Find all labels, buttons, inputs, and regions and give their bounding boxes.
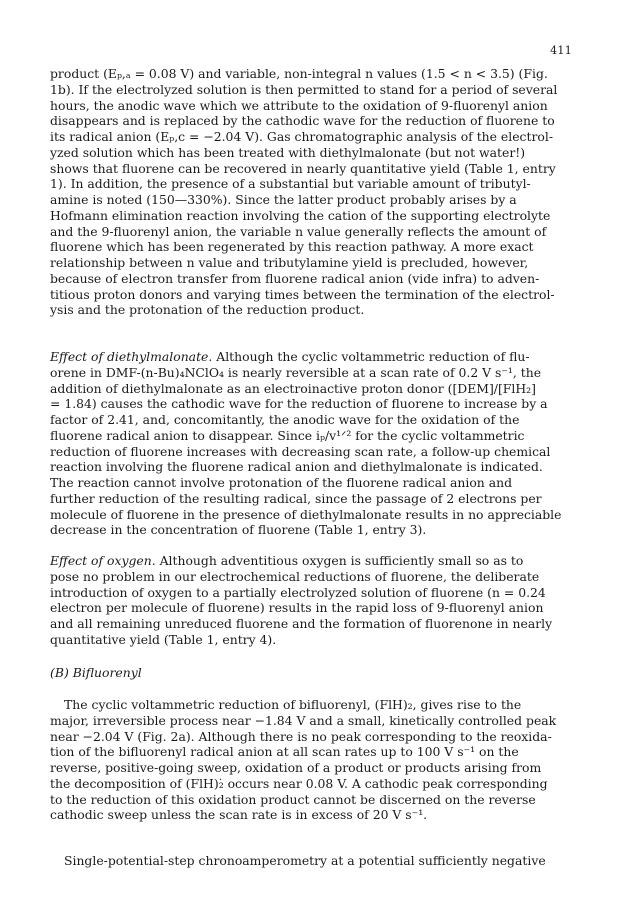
text-line: The cyclic voltammetric reduction of bifluorenyl, (FlH)₂, gives rise to the	[64, 697, 522, 712]
run-in-heading: Effect of oxygen.	[50, 553, 156, 568]
paragraph-chronoamperometry	[50, 853, 590, 869]
text-line: fluorene radical anion to disappear. Since iₚ/v¹ᐟ² for the cyclic voltammetric	[50, 427, 525, 443]
text-line: factor of 2.41, and, concomitantly, the anodic wave for the oxidation of the	[50, 412, 520, 427]
text-line: pose no problem in our electrochemical reductions of fluorene, the deliberate	[50, 568, 540, 584]
text-line: near −2.04 V (Fig. 2a). Although there is no peak corresponding to the reoxida-	[50, 728, 552, 744]
text-line: to the reduction of this oxidation product cannot be discerned on the reverse	[50, 791, 536, 807]
text-line: cathodic sweep unless the scan rate is in excess of 20 V s⁻¹.	[50, 807, 428, 823]
paragraph-bifluorenyl-voltammetry	[50, 697, 590, 823]
text-run: Although the cyclic voltammetric reduction of flu-	[212, 349, 530, 364]
text-line	[50, 349, 590, 365]
paragraph-effect-of-oxygen	[50, 553, 590, 648]
text-line: quantitative yield (Table 1, entry 4).	[50, 631, 277, 647]
page-number: 411	[550, 44, 572, 57]
text-line: because of electron transfer from fluorene radical anion (vide infra) to adven-	[50, 270, 540, 286]
text-line: molecule of fluorene in the presence of diethylmalonate results in no appreciable	[50, 506, 562, 522]
text-line: hours, the anodic wave which we attribute to the oxidation of 9-fluorenyl anion	[50, 97, 548, 113]
text-line: Single-potential-step chronoamperometry at a potential sufficiently negative	[64, 853, 546, 868]
text-line: fluorene which has been regenerated by this reaction pathway. A more exact	[50, 239, 534, 255]
text-line: = 1.84) causes the cathodic wave for the reduction of fluorene to increase by a	[50, 396, 548, 412]
text-line: amine is noted (150—330%). Since the latter product probably arises by a	[50, 192, 517, 207]
section-heading: (B) Bifluorenyl	[50, 665, 142, 680]
run-in-heading: Effect of diethylmalonate.	[50, 349, 213, 364]
text-line: disappears and is replaced by the cathodic wave for the reduction of fluorene to	[50, 113, 555, 129]
text-line: and all remaining unreduced fluorene and the formation of fluorenone in nearly	[50, 616, 553, 631]
text-line: orene in DMF-(n-Bu)₄NClO₄ is nearly reversible at a scan rate of 0.2 V s⁻¹, the	[50, 364, 542, 380]
text-line: tion of the bifluorenyl radical anion at all scan rates up to 100 V s⁻¹ on the	[50, 744, 519, 760]
text-line: reaction involving the fluorene radical anion and diethylmalonate is indicated.	[50, 459, 543, 475]
text-line: addition of diethylmalonate as an electroinactive proton donor ([DEM]/[FlH₂]	[50, 380, 536, 396]
text-run: Although adventitious oxygen is sufficiently small so as to	[155, 553, 524, 568]
text-line: relationship between n value and tributylamine yield is precluded, however,	[50, 255, 529, 270]
text-line: yzed solution which has been treated with diethylmalonate (but not water!)	[50, 144, 526, 160]
text-line: decrease in the concentration of fluorene (Table 1, entry 3).	[50, 522, 427, 538]
text-line: ysis and the protonation of the reduction product.	[50, 302, 365, 318]
text-line: major, irreversible process near −1.84 V and a small, kinetically controlled peak	[50, 712, 557, 728]
text-line: shows that fluorene can be recovered in nearly quantitative yield (Table 1, entry	[50, 160, 556, 176]
paragraph-effect-of-diethylmalonate	[50, 349, 590, 538]
text-line: introduction of oxygen to a partially electrolyzed solution of fluorene (n = 0.24	[50, 584, 546, 600]
text-line: The reaction cannot involve protonation of the fluorene radical anion and	[50, 475, 513, 490]
text-line: product (Eₚ,ₐ = 0.08 V) and variable, non-integral n values (1.5 < n < 3.5) (Fig.	[50, 66, 548, 81]
section-heading-bifluorenyl	[50, 665, 590, 681]
text-line: the decomposition of (FlH)₂̇ occurs near 0.08 V. A cathodic peak corresponding	[50, 775, 548, 791]
text-line: reverse, positive-going sweep, oxidation of a product or products arising from	[50, 760, 542, 775]
text-line: reduction of fluorene increases with decreasing scan rate, a follow-up chemical	[50, 443, 551, 459]
text-line: titious proton donors and varying times between the termination of the electrol-	[50, 286, 555, 302]
text-line: and the 9-fluorenyl anion, the variable n value generally reflects the amount of	[50, 223, 547, 239]
text-line: further reduction of the resulting radical, since the passage of 2 electrons per	[50, 490, 542, 506]
paragraph-product-analysis	[50, 66, 590, 318]
text-line: 1b). If the electrolyzed solution is then permitted to stand for a period of several	[50, 81, 558, 97]
text-line: its radical anion (Eₚ,c = −2.04 V). Gas chromatographic analysis of the electrol-	[50, 129, 554, 144]
text-line	[50, 553, 590, 569]
text-line: Hofmann elimination reaction involving the cation of the supporting electrolyte	[50, 207, 551, 223]
text-line: 1). In addition, the presence of a substantial but variable amount of tributyl-	[50, 176, 531, 192]
text-line: electron per molecule of fluorene) results in the rapid loss of 9-fluorenyl anion	[50, 600, 544, 616]
